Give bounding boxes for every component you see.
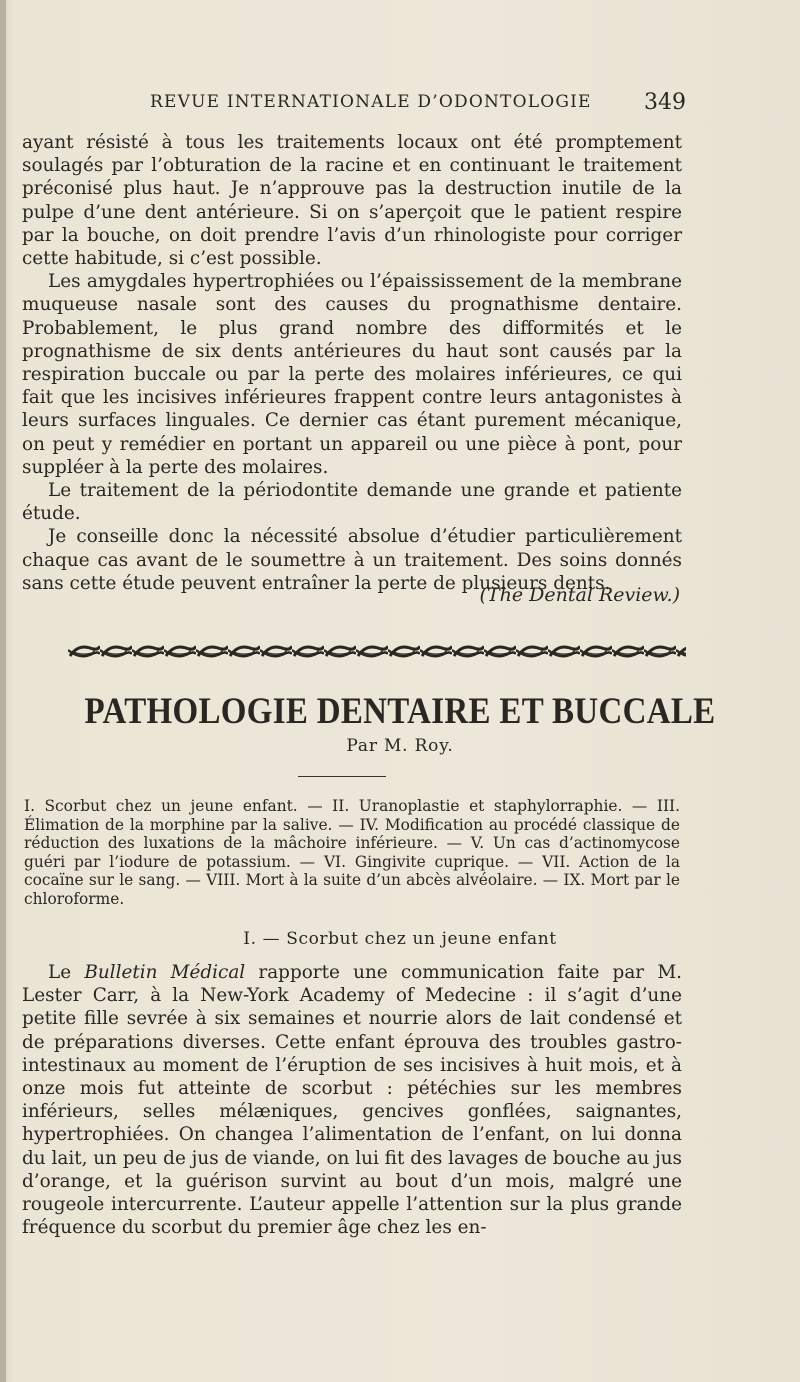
paragraph (22, 961, 682, 1239)
continued-article-text (22, 131, 682, 595)
section-contents-summary: I. Scorbut chez un jeune enfant. — II. Uranoplastie et staphylorraphie. — III. Élimation de la morphine par la salive. — IV. Modification au procédé classique de réduction des luxations de la mâchoire inférieure. — V. Un cas d’actinomycose guéri par l’iodure de potassium. — VI. Gingivite cuprique. — VII. Action de la cocaïne sur le sang. — VIII. Mort à la suite d’un abcès alvéolaire. — IX. Mort par le chloroforme. (24, 797, 680, 908)
divider-rule (298, 776, 386, 777)
section-title: PATHOLOGIE DENTAIRE ET BUCCALE (84, 691, 716, 733)
byline: Par M. Roy. (346, 736, 454, 756)
paragraph: Le traitement de la périodontite demande une grande et patiente étude. (22, 480, 682, 525)
paragraph-rest: rapporte une communication faite par M. Lester Carr, à la New-York Academy of Medecine : il s’agit d’une petite fille sevrée à six semaines et nourrie alors de lait condensé et de préparations diverses. Cette enfant éprouva des troubles gastro-intestinaux au moment de l’éruption de ses incisives à huit mois, et à onze mois fut atteinte de scorbut : pétéchies sur les membres inférieurs, selles mélæniques, gencives gonflées, saignantes, hypertrophiées. On changea l’alimentation de l’enfant, on lui donna du lait, un peu de jus de viande, on lui fit des lavages de bouche au jus d’orange, et la guérison survint au bout d’un mois, malgré une rougeole intercurrente. L’auteur appelle l’attention sur la plus grande fréquence du scorbut du premier âge chez les en- (22, 962, 682, 1239)
journal-title: REVUE INTERNATIONALE D’ODONTOLOGIE (150, 92, 592, 112)
subsection-text (22, 961, 682, 1239)
paragraph-lead: Le (48, 962, 85, 983)
decorative-rope-divider (68, 640, 686, 662)
paragraph: Je conseille donc la nécessité absolue d’étudier particulièrement chaque cas avant de le soumettre à un traitement. Des soins donnés sans cette étude peuvent entraîner la perte de plusieurs dents. (22, 526, 682, 594)
article-source: (The Dental Review.) (479, 584, 680, 606)
paragraph: Les amygdales hypertrophiées ou l’épaississement de la membrane muqueuse nasale sont des causes du prognathisme dentaire. Probablement, le plus grand nombre des difformités et le prognathisme de six dents antérieures du haut sont causés par la respiration buccale ou par la perte des molaires inférieures, ce qui fait que les incisives inférieures frappent contre leurs antagonistes à leurs surfaces linguales. Ce dernier cas étant purement mécanique, on peut y remédier en portant un appareil ou une pièce à pont, pour suppléer à la perte des molaires. (22, 271, 682, 478)
subsection-heading: I. — Scorbut chez un jeune enfant (243, 929, 557, 949)
running-head (150, 90, 686, 120)
paragraph: ayant résisté à tous les traitements locaux ont été promptement soulagés par l’obturation de la racine et en continuant le traitement préconisé plus haut. Je n’approuve pas la destruction inutile de la pulpe d’une dent antérieure. Si on s’aperçoit que le patient respire par la bouche, on doit prendre l’avis d’un rhinologiste pour corriger cette habitude, si c’est possible. (22, 132, 682, 270)
cited-journal: Bulletin Médical (84, 962, 246, 983)
page-number: 349 (644, 90, 686, 115)
